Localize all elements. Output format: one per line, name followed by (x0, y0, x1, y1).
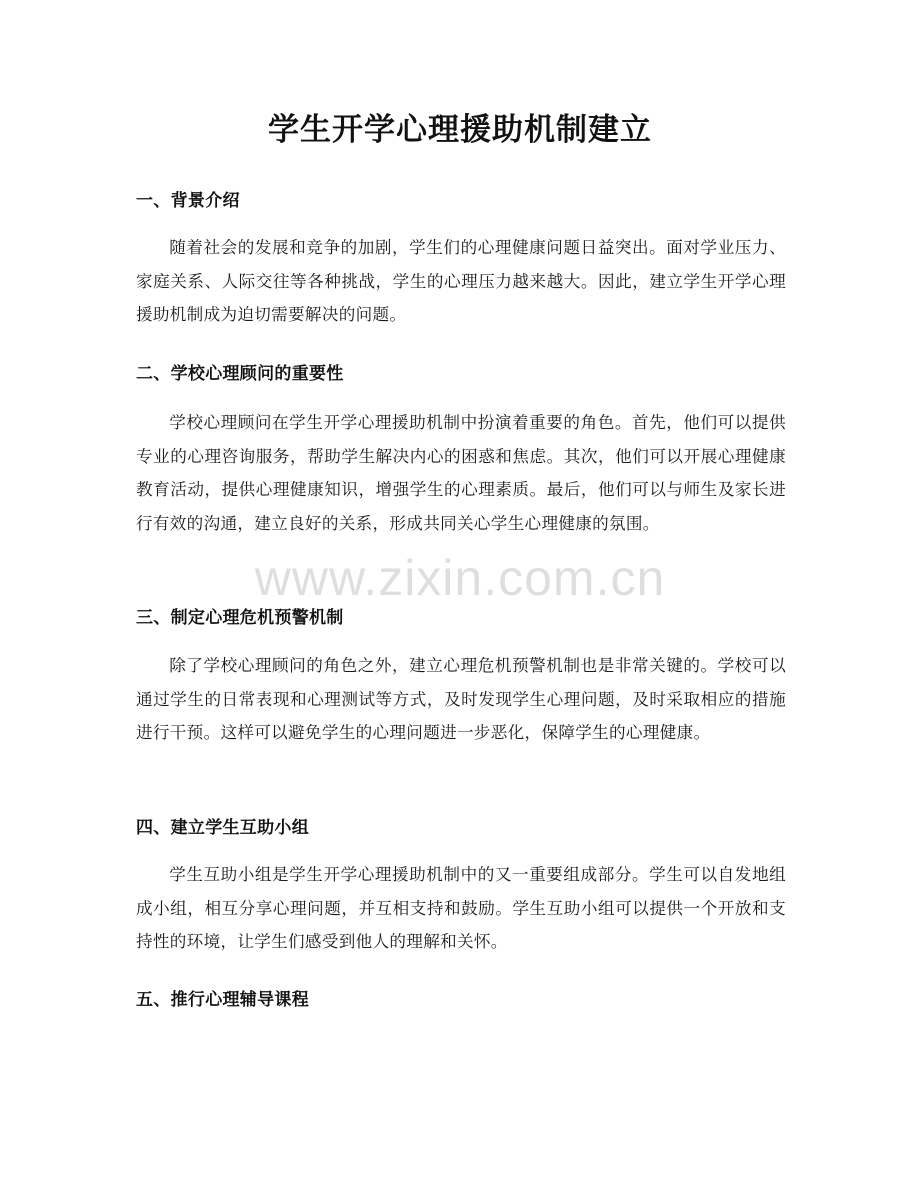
section-paragraph-peer-support: 学生互助小组是学生开学心理援助机制中的又一重要组成部分。学生可以自发地组成小组，相互分享心理问题，并互相支持和鼓励。学生互助小组可以提供一个开放和支持性的环境，让学生们感受到他人的理解和关怀。 (136, 865, 786, 951)
section-heading-counselor-importance: 二、学校心理顾问的重要性 (136, 364, 344, 384)
section-heading-crisis-warning: 三、制定心理危机预警机制 (136, 608, 344, 628)
page-title: 学生开学心理援助机制建立 (268, 112, 652, 148)
section-heading-background: 一、背景介绍 (136, 191, 240, 211)
watermark: www.zixin.com.cn (254, 550, 666, 606)
section-paragraph-counselor-importance: 学校心理顾问在学生开学心理援助机制中扮演着重要的角色。首先，他们可以提供专业的心理咨询服务，帮助学生解决内心的困惑和焦虑。其次，他们可以开展心理健康教育活动，提供心理健康知识，增强学生的心理素质。最后，他们可以与师生及家长进行有效的沟通，建立良好的关系，形成共同关心学生心理健康的氛围。 (136, 413, 786, 533)
section-heading-counseling-courses: 五、推行心理辅导课程 (136, 990, 309, 1010)
section-paragraph-background: 随着社会的发展和竞争的加剧，学生们的心理健康问题日益突出。面对学业压力、家庭关系、人际交往等各种挑战，学生的心理压力越来越大。因此，建立学生开学心理援助机制成为迫切需要解决的问题。 (136, 238, 786, 324)
section-heading-peer-support: 四、建立学生互助小组 (136, 818, 309, 838)
section-paragraph-crisis-warning: 除了学校心理顾问的角色之外，建立心理危机预警机制也是非常关键的。学校可以通过学生的日常表现和心理测试等方式，及时发现学生心理问题，及时采取相应的措施进行干预。这样可以避免学生的心理问题进一步恶化，保障学生的心理健康。 (136, 656, 786, 742)
